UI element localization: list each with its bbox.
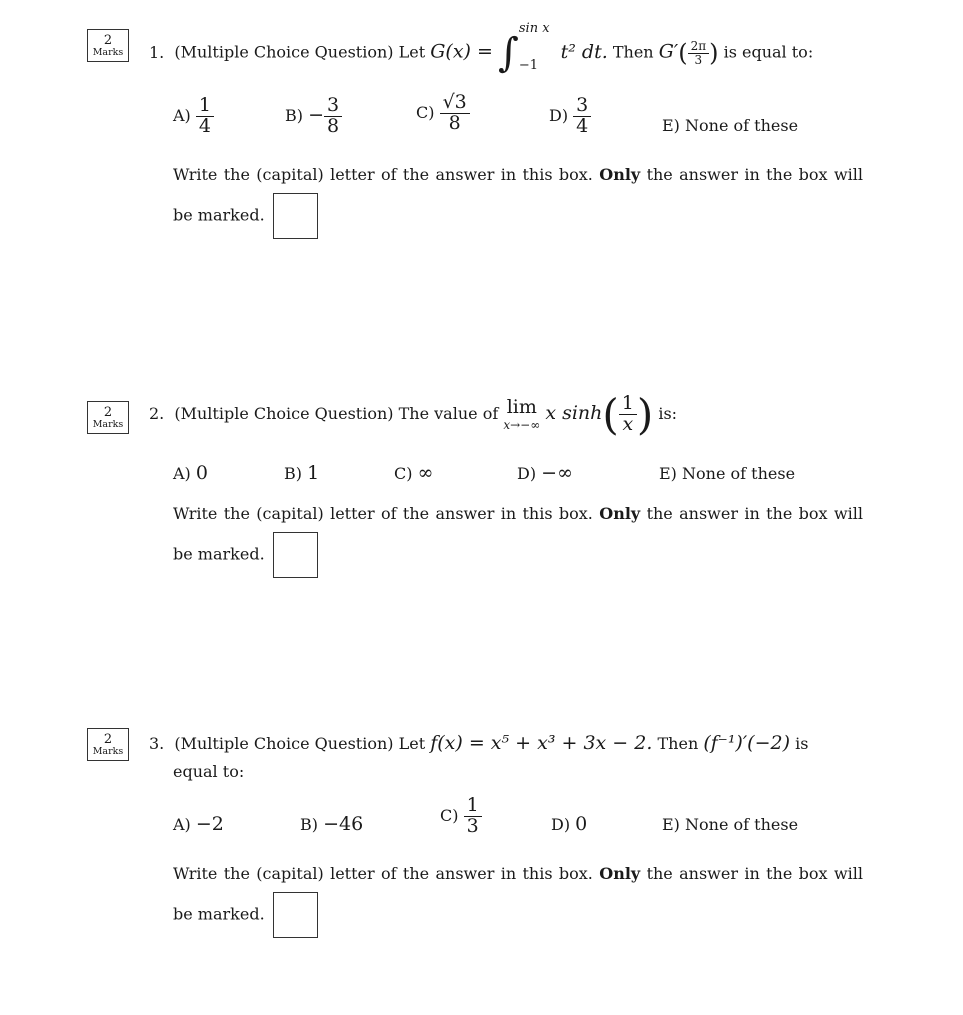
option-c: [416, 93, 470, 134]
question-stem-cont: [173, 762, 244, 781]
integral-upper-limit: sin x: [518, 21, 550, 36]
option-d: [551, 813, 587, 835]
question-number: 3.: [149, 734, 165, 753]
answer-instruction: [173, 496, 863, 578]
option-letter: D): [549, 105, 569, 125]
lim-subscript: x→−∞: [503, 418, 541, 432]
marks-value: 2: [103, 732, 113, 747]
option-den: 3: [464, 816, 482, 837]
derivative-arg-den: 3: [688, 53, 710, 67]
option-letter: E): [662, 116, 680, 135]
marks-label: Marks: [92, 419, 124, 430]
derivative-expr: G′: [658, 40, 679, 63]
option-e: [662, 116, 798, 135]
instruction-bold: Only: [599, 504, 641, 523]
marks-box: [87, 401, 129, 434]
option-letter: A): [173, 815, 191, 834]
stem-text-then: Then: [657, 734, 699, 753]
option-num: 1: [198, 94, 211, 116]
marks-box: [87, 728, 129, 761]
integral-sign: ∫: [498, 30, 519, 76]
option-value: −∞: [541, 462, 573, 484]
option-den: 8: [324, 116, 342, 137]
marks-box: [87, 29, 129, 62]
instruction-text-end: the answer in the box will be marked.: [173, 504, 863, 564]
option-letter: A): [173, 105, 191, 125]
option-text: None of these: [682, 464, 796, 483]
option-e: [662, 815, 798, 834]
integral-lower-limit: −1: [518, 58, 539, 73]
option-c: [394, 462, 433, 484]
option-num: 1: [466, 794, 479, 816]
option-c: [440, 796, 482, 837]
option-b: [284, 462, 319, 484]
marks-value: 2: [103, 405, 113, 420]
question-type: (Multiple Choice Question): [174, 404, 394, 423]
lim-frac-den: x: [619, 414, 637, 435]
option-letter: E): [662, 815, 680, 834]
stem-text-is: is: [795, 734, 809, 753]
lim-expression: x sinh: [545, 402, 603, 424]
marks-value: 2: [103, 33, 113, 48]
option-den: 4: [196, 116, 214, 137]
option-b: [300, 813, 363, 835]
answer-box[interactable]: [273, 532, 318, 578]
marks-label: Marks: [92, 47, 124, 58]
integrand: t² dt.: [560, 40, 608, 63]
option-d: [517, 462, 573, 484]
function-lhs: G(x) =: [430, 40, 493, 63]
lim-word: lim: [506, 396, 537, 418]
option-den: 8: [440, 113, 470, 134]
answer-instruction: [173, 157, 863, 239]
marks-label: Marks: [92, 746, 124, 757]
option-value: −46: [323, 813, 364, 835]
option-value: 0: [195, 462, 208, 484]
option-num: 3: [576, 94, 589, 116]
option-letter: C): [440, 805, 459, 825]
answer-box[interactable]: [273, 193, 318, 239]
question-stem: 1. (Multiple Choice Question) Let G(x) = ∫ sin x −1 t² dt. Then G′( $\frac{2\pi}{3}$ ) is equal to:: [149, 21, 814, 76]
derivative-arg-num: 2π: [690, 38, 707, 53]
stem-text-end: is:: [658, 404, 678, 423]
inverse-expression: (f⁻¹)′(−2): [703, 732, 790, 754]
option-letter: C): [416, 102, 435, 122]
option-letter: D): [517, 464, 537, 483]
answer-box[interactable]: [273, 892, 318, 938]
question-number: 1.: [149, 42, 165, 62]
option-num: 3: [327, 94, 340, 116]
stem-text-then: Then: [612, 42, 654, 62]
instruction-bold: Only: [599, 165, 641, 184]
option-letter: B): [285, 105, 303, 125]
instruction-bold: Only: [599, 864, 641, 883]
option-text: None of these: [685, 116, 799, 135]
option-value: 0: [575, 813, 588, 835]
lim-frac-num: 1: [621, 392, 634, 415]
stem-text: Let: [398, 42, 426, 62]
instruction-text: Write the (capital) letter of the answer in this box.: [173, 165, 593, 184]
option-value: ∞: [417, 462, 434, 484]
option-den: 4: [573, 116, 591, 137]
option-letter: D): [551, 815, 571, 834]
stem-text-end: equal to:: [173, 762, 245, 781]
function-definition: f(x) = x⁵ + x³ + 3x − 2.: [430, 732, 653, 754]
question-type: (Multiple Choice Question): [174, 734, 394, 753]
option-e: [659, 464, 795, 483]
option-value: −2: [195, 813, 224, 835]
question-type: (Multiple Choice Question): [174, 42, 394, 62]
stem-text: Let: [398, 734, 426, 753]
option-num: √3: [442, 91, 467, 113]
option-a: [173, 813, 224, 835]
option-value: 1: [307, 462, 320, 484]
option-letter: A): [173, 464, 191, 483]
option-a: [173, 96, 214, 137]
instruction-text-end: the answer in the box will be marked.: [173, 864, 863, 924]
question-stem: 2. (Multiple Choice Question) The value of lim x→−∞ x sinh( $\frac{1}{x}$ ) is:: [149, 390, 678, 439]
question-stem: [149, 732, 808, 754]
instruction-text: Write the (capital) letter of the answer in this box.: [173, 504, 593, 523]
stem-text: The value of: [398, 404, 499, 423]
stem-text-end: is equal to:: [723, 42, 814, 62]
option-letter: E): [659, 464, 677, 483]
instruction-text: Write the (capital) letter of the answer in this box.: [173, 864, 593, 883]
question-number: 2.: [149, 404, 165, 423]
option-text: None of these: [685, 815, 799, 834]
instruction-text-end: the answer in the box will be marked.: [173, 165, 863, 225]
option-d: [549, 96, 591, 137]
option-letter: C): [394, 464, 413, 483]
option-b: [285, 96, 342, 137]
option-letter: B): [284, 464, 302, 483]
option-letter: B): [300, 815, 318, 834]
answer-instruction: [173, 856, 863, 938]
option-sign: −: [308, 103, 325, 126]
option-a: [173, 462, 208, 484]
